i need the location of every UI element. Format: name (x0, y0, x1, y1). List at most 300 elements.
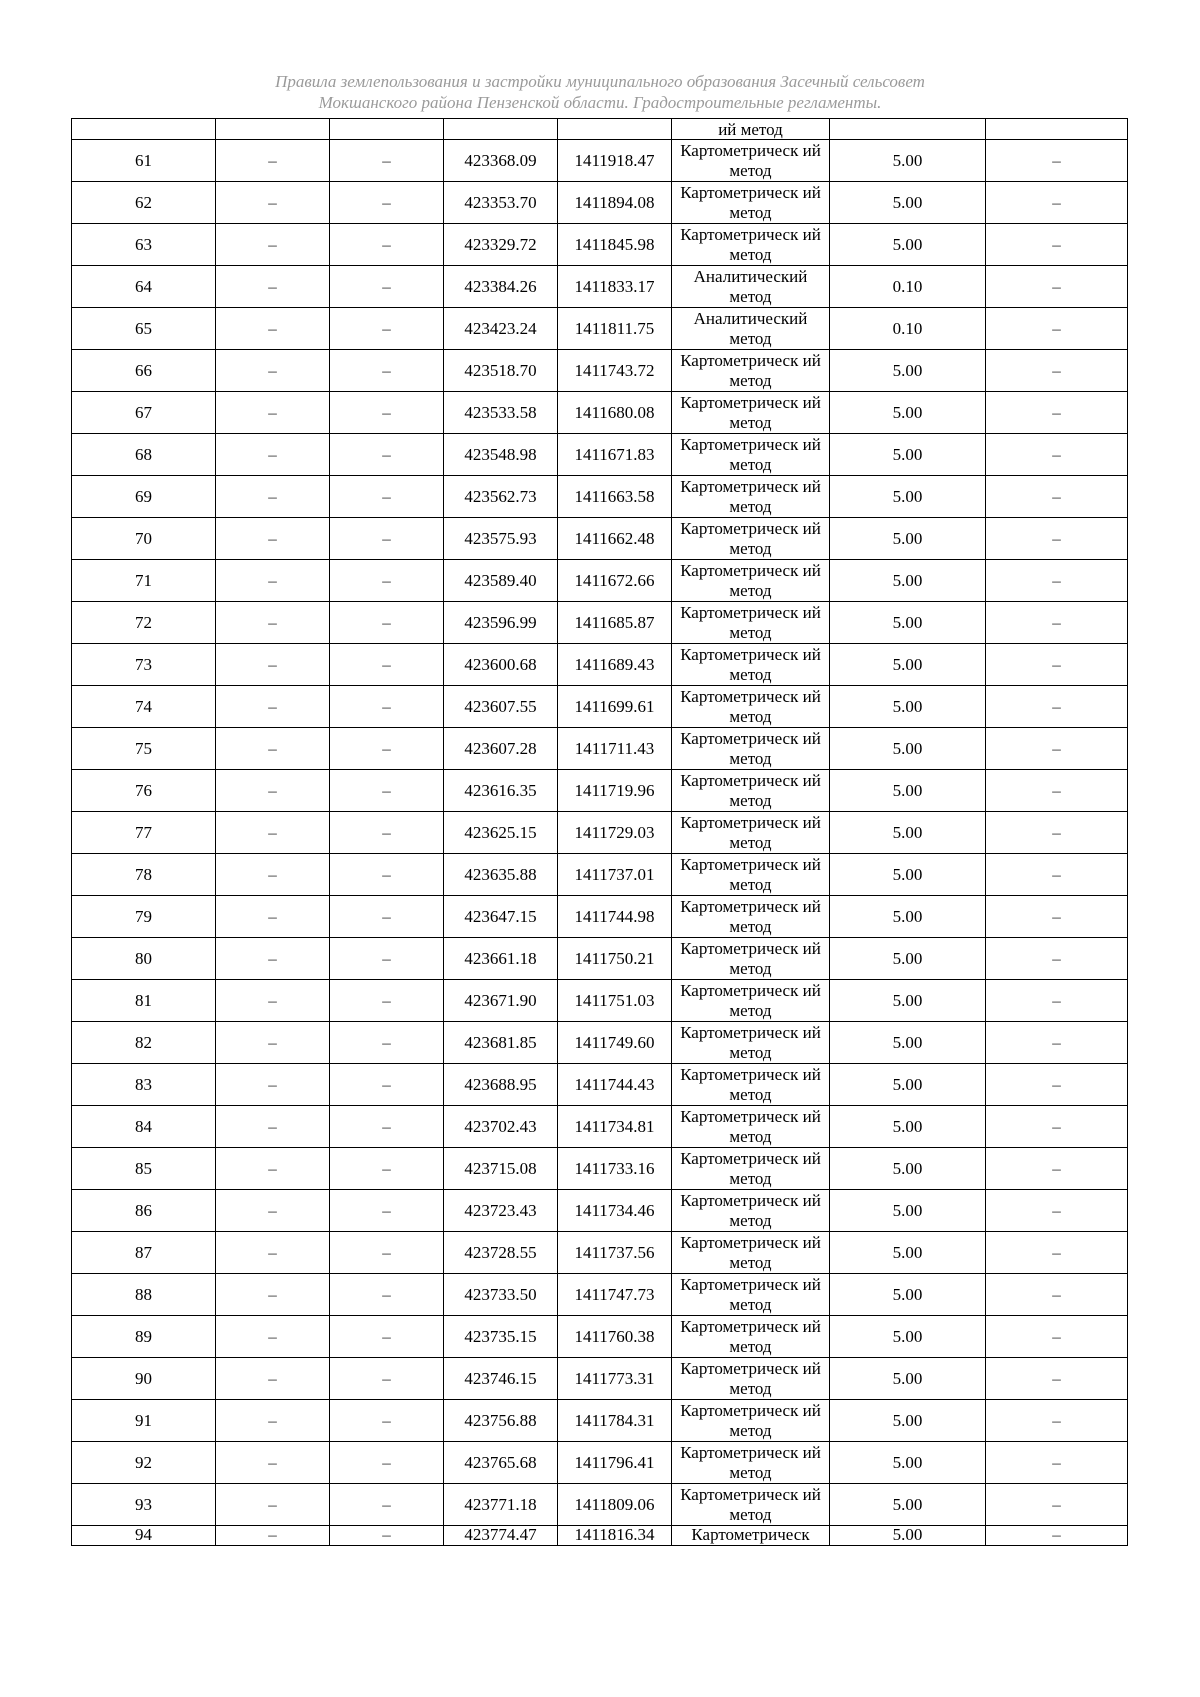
table-row (72, 1316, 1128, 1358)
cell-point-number: 92 (72, 1442, 216, 1484)
cell-x-coordinate: 423607.55 (444, 686, 558, 728)
cell-col3: – (330, 1484, 444, 1526)
cell-method: Картометрическ ий метод (672, 1274, 830, 1316)
cell-col3: – (330, 1526, 444, 1546)
cell-col3: – (330, 1316, 444, 1358)
cell-col3: – (330, 308, 444, 350)
cell-x-coordinate: 423702.43 (444, 1106, 558, 1148)
cell-point-number: 65 (72, 308, 216, 350)
cell-point-number: 88 (72, 1274, 216, 1316)
header-line-2: Мокшанского района Пензенской области. Градостроительные регламенты. (318, 93, 882, 112)
cell-col2: – (216, 1190, 330, 1232)
cell-method: Картометрическ ий метод (672, 1442, 830, 1484)
cell-method: Картометрическ ий метод (672, 1232, 830, 1274)
cell-point-number: 69 (72, 476, 216, 518)
cell-x-coordinate: 423329.72 (444, 224, 558, 266)
cell-accuracy: 5.00 (830, 1232, 986, 1274)
cell-col3: – (330, 1274, 444, 1316)
cell-accuracy: 5.00 (830, 896, 986, 938)
cell-col2: – (216, 182, 330, 224)
cell-col8: – (986, 1148, 1128, 1190)
cell-x-coordinate: 423661.18 (444, 938, 558, 980)
cell-col8: – (986, 1484, 1128, 1526)
cell-col8: – (986, 938, 1128, 980)
cell-accuracy: 5.00 (830, 1274, 986, 1316)
cell-point-number: 63 (72, 224, 216, 266)
cell-method: Картометрическ ий метод (672, 560, 830, 602)
cell-accuracy: 5.00 (830, 560, 986, 602)
cell-point-number: 61 (72, 140, 216, 182)
cell-method: Картометрическ ий метод (672, 1316, 830, 1358)
cell-x-coordinate: 423647.15 (444, 896, 558, 938)
table-row (72, 980, 1128, 1022)
cell-y-coordinate: 1411750.21 (558, 938, 672, 980)
cell-y-coordinate: 1411663.58 (558, 476, 672, 518)
cell-col2: – (216, 980, 330, 1022)
coordinates-table (71, 118, 1128, 1546)
cell-point-number: 71 (72, 560, 216, 602)
table-row (72, 770, 1128, 812)
cell-col3: – (330, 140, 444, 182)
cell-accuracy: 5.00 (830, 1148, 986, 1190)
cell-y-coordinate: 1411894.08 (558, 182, 672, 224)
cell-col8: – (986, 1064, 1128, 1106)
cell-col3: – (330, 1358, 444, 1400)
table-row (72, 1232, 1128, 1274)
cell-col3: – (330, 854, 444, 896)
cell-x-coordinate: 423756.88 (444, 1400, 558, 1442)
table-row (72, 1358, 1128, 1400)
cell-col8: – (986, 1358, 1128, 1400)
cell-x-coordinate: 423681.85 (444, 1022, 558, 1064)
cell-col2: – (216, 1274, 330, 1316)
cell-accuracy: 5.00 (830, 1106, 986, 1148)
table-row (72, 476, 1128, 518)
cell-accuracy: 5.00 (830, 1358, 986, 1400)
cell-col2: – (216, 1064, 330, 1106)
cell-col2: – (216, 1526, 330, 1546)
table-row (72, 1274, 1128, 1316)
cell-method: Картометрическ ий метод (672, 1484, 830, 1526)
cell-col8: – (986, 728, 1128, 770)
cell-method: Картометрическ ий метод (672, 434, 830, 476)
cell-col3: – (330, 1232, 444, 1274)
cell-y-coordinate: 1411699.61 (558, 686, 672, 728)
cell-y-coordinate: 1411784.31 (558, 1400, 672, 1442)
cell-col2: – (216, 770, 330, 812)
cell-col2: – (216, 644, 330, 686)
cell-point-number: 86 (72, 1190, 216, 1232)
cell-point-number: 93 (72, 1484, 216, 1526)
cell-accuracy: 5.00 (830, 1316, 986, 1358)
cell-col8: – (986, 1022, 1128, 1064)
cell-col8: – (986, 434, 1128, 476)
cell-y-coordinate: 1411719.96 (558, 770, 672, 812)
cell-method: Картометрическ ий метод (672, 602, 830, 644)
table-row (72, 1148, 1128, 1190)
cell-col8: – (986, 644, 1128, 686)
cell-accuracy: 5.00 (830, 938, 986, 980)
cell-x-coordinate: 423735.15 (444, 1316, 558, 1358)
cell-col3: – (330, 812, 444, 854)
cell-accuracy: 5.00 (830, 182, 986, 224)
table-row (72, 266, 1128, 308)
cell-col8: – (986, 1190, 1128, 1232)
cell-col8: – (986, 896, 1128, 938)
cell-accuracy: 5.00 (830, 1442, 986, 1484)
cell-point-number: 70 (72, 518, 216, 560)
cell-col8: – (986, 980, 1128, 1022)
cell-x-coordinate: 423733.50 (444, 1274, 558, 1316)
cell-accuracy: 5.00 (830, 644, 986, 686)
cell-col2: – (216, 1148, 330, 1190)
cell-accuracy: 5.00 (830, 1400, 986, 1442)
continued-row (72, 119, 1128, 140)
cell-col2: – (216, 518, 330, 560)
cell-y-coordinate: 1411733.16 (558, 1148, 672, 1190)
cell-col3: – (330, 1148, 444, 1190)
cell-x-coordinate: 423774.47 (444, 1526, 558, 1546)
cell-x-coordinate: 423616.35 (444, 770, 558, 812)
cell-method: Картометрическ ий метод (672, 770, 830, 812)
cell-accuracy: 5.00 (830, 224, 986, 266)
cell-col8: – (986, 1400, 1128, 1442)
cell-col2: – (216, 1106, 330, 1148)
cell-col3: – (330, 1190, 444, 1232)
cell-point-number: 82 (72, 1022, 216, 1064)
cell-method: Картометрическ ий метод (672, 938, 830, 980)
cell-method: Картометрическ ий метод (672, 854, 830, 896)
cell-col8: – (986, 1316, 1128, 1358)
cell-col3: – (330, 266, 444, 308)
cell-col8: – (986, 686, 1128, 728)
cell-point-number: 89 (72, 1316, 216, 1358)
cell-point-number: 77 (72, 812, 216, 854)
cell-accuracy: 0.10 (830, 308, 986, 350)
cell-col3: – (330, 1022, 444, 1064)
cell-x-coordinate: 423562.73 (444, 476, 558, 518)
cell-y-coordinate: 1411760.38 (558, 1316, 672, 1358)
cell-col8: – (986, 770, 1128, 812)
cell-col8: – (986, 182, 1128, 224)
table-row (72, 1400, 1128, 1442)
cell-col3: – (330, 476, 444, 518)
cell-col3: – (330, 728, 444, 770)
cell-col8: – (986, 1526, 1128, 1546)
cell-method: Картометрическ ий метод (672, 1148, 830, 1190)
cell-accuracy: 5.00 (830, 518, 986, 560)
cell-col8: – (986, 560, 1128, 602)
cell-y-coordinate: 1411671.83 (558, 434, 672, 476)
cell-point-number: 91 (72, 1400, 216, 1442)
cell-accuracy: 5.00 (830, 350, 986, 392)
cell-method: Картометрическ ий метод (672, 392, 830, 434)
cell-y-coordinate: 1411662.48 (558, 518, 672, 560)
cell-col2: – (216, 476, 330, 518)
cell-col3: – (330, 770, 444, 812)
table-row (72, 224, 1128, 266)
cell-y-coordinate: 1411773.31 (558, 1358, 672, 1400)
cell-x-coordinate: 423368.09 (444, 140, 558, 182)
cell-col8: – (986, 308, 1128, 350)
cell-col8: – (986, 1442, 1128, 1484)
cell-x-coordinate: 423600.68 (444, 644, 558, 686)
cell-method: Аналитический метод (672, 308, 830, 350)
cell-y-coordinate: 1411744.98 (558, 896, 672, 938)
cell-col2: – (216, 560, 330, 602)
table-row (72, 140, 1128, 182)
cell-point-number: 84 (72, 1106, 216, 1148)
cell-col3: – (330, 896, 444, 938)
table-row (72, 938, 1128, 980)
table-row (72, 1526, 1128, 1546)
cell-col3: – (330, 980, 444, 1022)
cell-accuracy: 5.00 (830, 392, 986, 434)
cell-point-number: 80 (72, 938, 216, 980)
cell-y-coordinate: 1411734.81 (558, 1106, 672, 1148)
cell-y-coordinate: 1411672.66 (558, 560, 672, 602)
cell-col8: – (986, 140, 1128, 182)
cell-method: Картометрическ ий метод (672, 224, 830, 266)
cell-y-coordinate: 1411734.46 (558, 1190, 672, 1232)
cell-col8: – (986, 392, 1128, 434)
cell-col8: – (986, 224, 1128, 266)
cell-col3: – (330, 1400, 444, 1442)
cell-col3: – (330, 560, 444, 602)
cell-x-coordinate: 423423.24 (444, 308, 558, 350)
cell-point-number: 68 (72, 434, 216, 476)
method-continuation: ий метод (718, 120, 783, 139)
cell-col2: – (216, 854, 330, 896)
table-row (72, 350, 1128, 392)
cell-x-coordinate: 423635.88 (444, 854, 558, 896)
cell-col3: – (330, 518, 444, 560)
table-row (72, 1442, 1128, 1484)
cell-method: Картометрическ ий метод (672, 140, 830, 182)
cell-col3: – (330, 938, 444, 980)
cell-point-number: 85 (72, 1148, 216, 1190)
cell-col2: – (216, 728, 330, 770)
cell-x-coordinate: 423728.55 (444, 1232, 558, 1274)
cell-point-number: 67 (72, 392, 216, 434)
cell-y-coordinate: 1411918.47 (558, 140, 672, 182)
cell-method: Картометрическ ий метод (672, 1358, 830, 1400)
cell-y-coordinate: 1411743.72 (558, 350, 672, 392)
cell-x-coordinate: 423384.26 (444, 266, 558, 308)
cell-col2: – (216, 602, 330, 644)
cell-col8: – (986, 1232, 1128, 1274)
cell-col8: – (986, 1106, 1128, 1148)
cell-accuracy: 0.10 (830, 266, 986, 308)
table-row (72, 1190, 1128, 1232)
cell-x-coordinate: 423518.70 (444, 350, 558, 392)
table-row (72, 728, 1128, 770)
cell-point-number: 75 (72, 728, 216, 770)
cell-method: Картометрическ ий метод (672, 644, 830, 686)
cell-y-coordinate: 1411744.43 (558, 1064, 672, 1106)
page-header (0, 71, 1200, 113)
cell-method: Картометрическ ий метод (672, 896, 830, 938)
cell-col2: – (216, 1022, 330, 1064)
cell-col2: – (216, 1316, 330, 1358)
cell-method: Картометрическ ий метод (672, 1106, 830, 1148)
cell-y-coordinate: 1411809.06 (558, 1484, 672, 1526)
cell-x-coordinate: 423723.43 (444, 1190, 558, 1232)
cell-col3: – (330, 182, 444, 224)
cell-accuracy: 5.00 (830, 1484, 986, 1526)
cell-accuracy: 5.00 (830, 728, 986, 770)
cell-point-number: 74 (72, 686, 216, 728)
table-row (72, 1484, 1128, 1526)
cell-point-number: 90 (72, 1358, 216, 1400)
cell-accuracy: 5.00 (830, 770, 986, 812)
cell-x-coordinate: 423771.18 (444, 1484, 558, 1526)
cell-y-coordinate: 1411737.01 (558, 854, 672, 896)
cell-y-coordinate: 1411751.03 (558, 980, 672, 1022)
cell-y-coordinate: 1411685.87 (558, 602, 672, 644)
cell-method: Аналитический метод (672, 266, 830, 308)
cell-accuracy: 5.00 (830, 980, 986, 1022)
cell-point-number: 72 (72, 602, 216, 644)
cell-method: Картометрическ ий метод (672, 350, 830, 392)
cell-point-number: 94 (72, 1526, 216, 1546)
table-row (72, 896, 1128, 938)
cell-col3: – (330, 602, 444, 644)
table-row (72, 308, 1128, 350)
cell-method: Картометрическ ий метод (672, 686, 830, 728)
cell-col3: – (330, 1106, 444, 1148)
cell-point-number: 76 (72, 770, 216, 812)
cell-col8: – (986, 854, 1128, 896)
table-row (72, 518, 1128, 560)
cell-col2: – (216, 434, 330, 476)
cell-y-coordinate: 1411680.08 (558, 392, 672, 434)
cell-y-coordinate: 1411747.73 (558, 1274, 672, 1316)
cell-x-coordinate: 423353.70 (444, 182, 558, 224)
cell-col2: – (216, 1400, 330, 1442)
cell-col2: – (216, 1484, 330, 1526)
cell-method: Картометрическ ий метод (672, 476, 830, 518)
cell-col3: – (330, 686, 444, 728)
cell-col2: – (216, 266, 330, 308)
cell-col2: – (216, 140, 330, 182)
cell-point-number: 73 (72, 644, 216, 686)
cell-method: Картометрическ ий метод (672, 182, 830, 224)
cell-col3: – (330, 1064, 444, 1106)
cell-accuracy: 5.00 (830, 854, 986, 896)
cell-col8: – (986, 812, 1128, 854)
cell-accuracy: 5.00 (830, 812, 986, 854)
cell-y-coordinate: 1411833.17 (558, 266, 672, 308)
cell-col3: – (330, 434, 444, 476)
table-row (72, 182, 1128, 224)
cell-col3: – (330, 644, 444, 686)
table-row (72, 1106, 1128, 1148)
cell-y-coordinate: 1411737.56 (558, 1232, 672, 1274)
cell-col2: – (216, 224, 330, 266)
cell-col8: – (986, 518, 1128, 560)
cell-col3: – (330, 350, 444, 392)
cell-point-number: 62 (72, 182, 216, 224)
cell-point-number: 87 (72, 1232, 216, 1274)
cell-accuracy: 5.00 (830, 1064, 986, 1106)
cell-col2: – (216, 1358, 330, 1400)
table-row (72, 392, 1128, 434)
cell-method: Картометрическ ий метод (672, 1190, 830, 1232)
table-row (72, 602, 1128, 644)
table-row (72, 812, 1128, 854)
cell-y-coordinate: 1411796.41 (558, 1442, 672, 1484)
cell-col2: – (216, 938, 330, 980)
cell-point-number: 66 (72, 350, 216, 392)
cell-point-number: 81 (72, 980, 216, 1022)
cell-col2: – (216, 812, 330, 854)
cell-method: Картометрическ ий метод (672, 812, 830, 854)
cell-x-coordinate: 423765.68 (444, 1442, 558, 1484)
table-row (72, 1064, 1128, 1106)
cell-method: Картометрическ (672, 1526, 830, 1546)
cell-method: Картометрическ ий метод (672, 980, 830, 1022)
cell-col8: – (986, 476, 1128, 518)
cell-col2: – (216, 308, 330, 350)
cell-x-coordinate: 423625.15 (444, 812, 558, 854)
cell-point-number: 64 (72, 266, 216, 308)
cell-point-number: 79 (72, 896, 216, 938)
cell-y-coordinate: 1411845.98 (558, 224, 672, 266)
cell-x-coordinate: 423688.95 (444, 1064, 558, 1106)
cell-col2: – (216, 686, 330, 728)
cell-y-coordinate: 1411811.75 (558, 308, 672, 350)
cell-method: Картометрическ ий метод (672, 728, 830, 770)
cell-col8: – (986, 1274, 1128, 1316)
cell-col2: – (216, 1232, 330, 1274)
cell-y-coordinate: 1411816.34 (558, 1526, 672, 1546)
cell-accuracy: 5.00 (830, 476, 986, 518)
cell-y-coordinate: 1411749.60 (558, 1022, 672, 1064)
cell-accuracy: 5.00 (830, 434, 986, 476)
cell-point-number: 78 (72, 854, 216, 896)
cell-method: Картометрическ ий метод (672, 1400, 830, 1442)
cell-x-coordinate: 423548.98 (444, 434, 558, 476)
cell-col2: – (216, 392, 330, 434)
cell-col3: – (330, 224, 444, 266)
table-row (72, 686, 1128, 728)
cell-point-number: 83 (72, 1064, 216, 1106)
cell-method: Картометрическ ий метод (672, 1022, 830, 1064)
cell-method: Картометрическ ий метод (672, 1064, 830, 1106)
cell-x-coordinate: 423596.99 (444, 602, 558, 644)
table-row (72, 1022, 1128, 1064)
cell-y-coordinate: 1411689.43 (558, 644, 672, 686)
cell-y-coordinate: 1411711.43 (558, 728, 672, 770)
cell-col8: – (986, 602, 1128, 644)
cell-col3: – (330, 392, 444, 434)
cell-x-coordinate: 423671.90 (444, 980, 558, 1022)
cell-accuracy: 5.00 (830, 1022, 986, 1064)
cell-col2: – (216, 350, 330, 392)
cell-x-coordinate: 423575.93 (444, 518, 558, 560)
cell-y-coordinate: 1411729.03 (558, 812, 672, 854)
cell-x-coordinate: 423589.40 (444, 560, 558, 602)
cell-accuracy: 5.00 (830, 1190, 986, 1232)
cell-x-coordinate: 423607.28 (444, 728, 558, 770)
table-row (72, 560, 1128, 602)
cell-col2: – (216, 1442, 330, 1484)
header-line-1: Правила землепользования и застройки муниципального образования Засечный сельсовет (275, 72, 925, 91)
cell-col2: – (216, 896, 330, 938)
cell-col8: – (986, 350, 1128, 392)
cell-accuracy: 5.00 (830, 1526, 986, 1546)
